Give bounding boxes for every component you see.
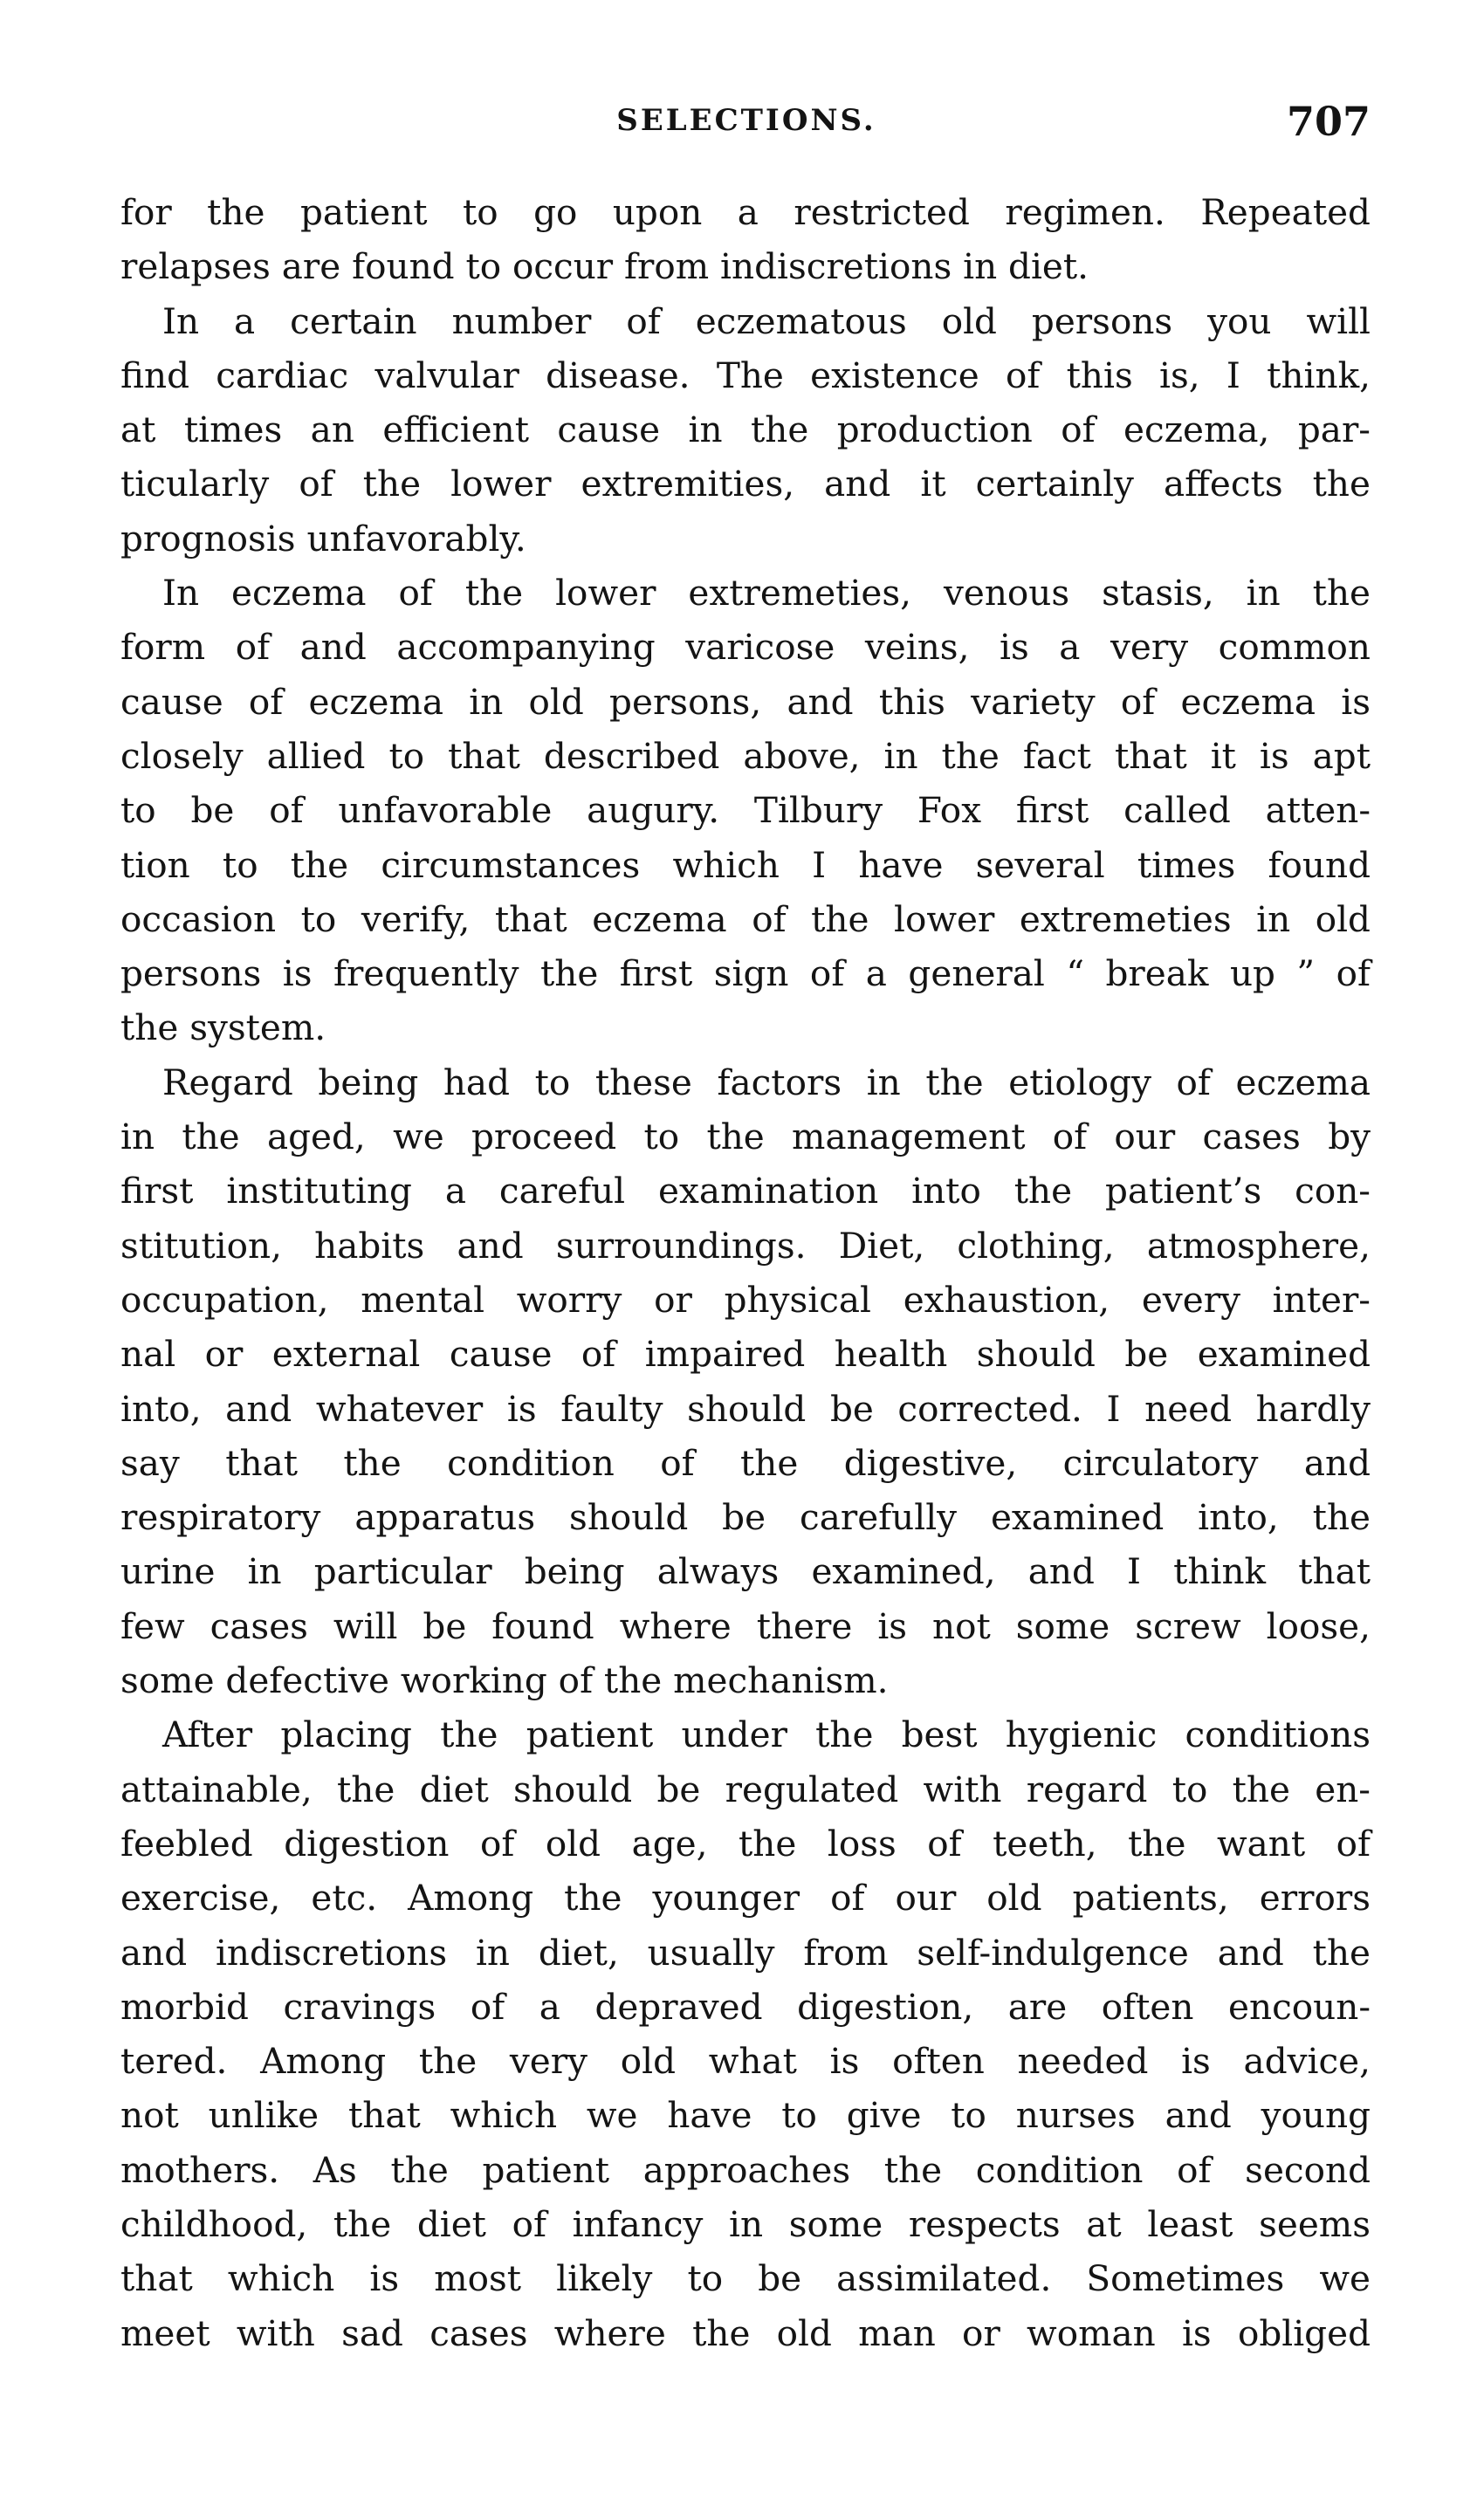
text-line: meet with sad cases where the old man or woman is obliged xyxy=(120,2311,1371,2354)
text-line: exercise, etc. Among the younger of our old patients, errors xyxy=(120,1877,1371,1920)
text-line: the system. xyxy=(120,1006,326,1049)
text-line: in the aged, we proceed to the management of our cases by xyxy=(120,1116,1371,1158)
text-line: few cases will be found where there is not some screw loose, xyxy=(120,1604,1371,1647)
text-line: tered. Among the very old what is often needed is advice, xyxy=(120,2040,1371,2083)
text-line: cause of eczema in old persons, and this variety of eczema is xyxy=(120,680,1371,723)
text-line: Regard being had to these factors in the etiology of eczema xyxy=(162,1061,1371,1103)
text-line: morbid cravings of a depraved digestion, are often encoun- xyxy=(120,1985,1371,2028)
text-line: find cardiac valvular disease. The existence of this is, I think, xyxy=(120,354,1371,396)
text-line: stitution, habits and surroundings. Diet, clothing, atmosphere, xyxy=(120,1224,1371,1267)
text-line: that which is most likely to be assimilated. Sometimes we xyxy=(120,2257,1371,2300)
text-line: persons is frequently the first sign of a general “ break up ” of xyxy=(120,952,1371,995)
text-line: In eczema of the lower extremeties, venous stasis, in the xyxy=(162,572,1371,615)
text-line: into, and whatever is faulty should be corrected. I need hardly xyxy=(120,1387,1371,1430)
text-line: not unlike that which we have to give to nurses and young xyxy=(120,2094,1371,2137)
text-line: at times an efficient cause in the production of eczema, par- xyxy=(120,409,1371,451)
text-line: urine in particular being always examined, and I think that xyxy=(120,1550,1371,1593)
text-line: mothers. As the patient approaches the condition of second xyxy=(120,2148,1371,2191)
paragraph-5 xyxy=(120,1707,1371,2360)
running-title: SELECTIONS. xyxy=(616,103,876,138)
text-line: occupation, mental worry or physical exhaustion, every inter- xyxy=(120,1278,1371,1321)
paragraph-4 xyxy=(120,1055,1371,1708)
page-number: 707 xyxy=(1286,98,1371,145)
running-head xyxy=(122,98,1371,150)
text-line: to be of unfavorable augury. Tilbury Fox first called atten- xyxy=(120,789,1371,832)
text-line: closely allied to that described above, in the fact that it is apt xyxy=(120,734,1371,777)
text-line: respiratory apparatus should be carefully examined into, the xyxy=(120,1496,1371,1539)
text-line: say that the condition of the digestive, circulatory and xyxy=(120,1441,1371,1484)
text-line: ticularly of the lower extremities, and it certainly affects the xyxy=(120,463,1371,505)
paragraph-2 xyxy=(120,294,1371,566)
text-line: After placing the patient under the best hygienic conditions xyxy=(162,1714,1371,1756)
text-line: In a certain number of eczematous old persons you will xyxy=(162,299,1371,342)
text-line: some defective working of the mechanism. xyxy=(120,1659,889,1702)
text-line: first instituting a careful examination into the patient’s con- xyxy=(120,1170,1371,1212)
text-line: tion to the circumstances which I have several times found xyxy=(120,843,1371,886)
text-line: prognosis unfavorably. xyxy=(120,517,526,560)
text-line: and indiscretions in diet, usually from self-indulgence and the xyxy=(120,1931,1371,1974)
text-line: for the patient to go upon a restricted regimen. Repeated xyxy=(120,191,1371,233)
text-line: childhood, the diet of infancy in some respects at least seems xyxy=(120,2202,1371,2245)
text-line: nal or external cause of impaired health should be examined xyxy=(120,1333,1371,1376)
text-line: feebled digestion of old age, the loss of teeth, the want of xyxy=(120,1822,1371,1865)
body-text xyxy=(120,185,1371,2360)
text-line: occasion to verify, that eczema of the lower extremeties in old xyxy=(120,897,1371,940)
paragraph-3 xyxy=(120,566,1371,1055)
text-line: relapses are found to occur from indiscretions in diet. xyxy=(120,245,1089,288)
text-line: form of and accompanying varicose veins, is a very common xyxy=(120,626,1371,669)
text-line: attainable, the diet should be regulated with regard to the en- xyxy=(120,1768,1371,1810)
paragraph-1 xyxy=(120,185,1371,294)
